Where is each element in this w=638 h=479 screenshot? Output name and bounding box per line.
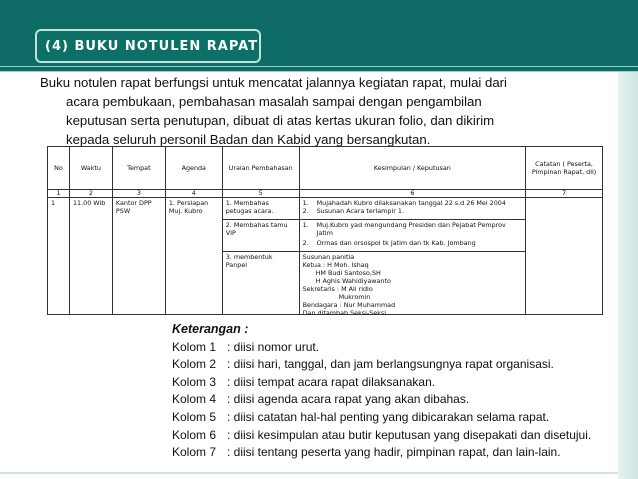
column-number-row <box>48 190 603 198</box>
panitia-line: Ketua : H Moh. Ishaq <box>302 261 369 269</box>
kolom-label: Kolom 2 <box>172 357 217 372</box>
kesimpulan-item <box>303 207 522 215</box>
intro-line: kepada seluruh personil Badan dan Kabid yang bersangkutan. <box>66 132 431 147</box>
table-header-row <box>48 147 603 190</box>
column-number: 5 <box>222 190 299 198</box>
item-text: Susunan Acara terlampir 1. <box>316 207 404 215</box>
keterangan-section <box>172 321 591 462</box>
kesimpulan-item <box>303 221 522 237</box>
intro-paragraph <box>40 73 580 149</box>
cell-kesimpulan <box>299 252 525 315</box>
notulen-table <box>47 146 603 315</box>
intro-line: keputusan serta penutupan, dibuat di atas kertas ukuran folio, dan dikirim <box>66 113 495 128</box>
keterangan-item <box>172 409 591 427</box>
kolom-label: Kolom 4 <box>172 392 217 407</box>
header-cell-no: No <box>48 147 70 190</box>
header-rule <box>0 66 638 72</box>
kolom-label: Kolom 1 <box>172 339 217 354</box>
item-number: 1. <box>302 221 309 229</box>
kolom-desc: : diisi tentang peserta yang hadir, pimpinan rapat, dan lain-lain. <box>227 445 561 460</box>
item-number: 1. <box>302 199 309 207</box>
column-number: 6 <box>299 190 525 198</box>
keterangan-item <box>172 374 591 392</box>
intro-line: acara pembukaan, pembahasan masalah sampai dengan pengambilan <box>66 94 482 109</box>
cell-uraian: 3. membentuk Panpel <box>222 252 299 315</box>
table-row <box>48 198 603 220</box>
keterangan-heading: Keterangan : <box>172 322 249 336</box>
cell-agenda: 1. Persiapan Muj. Kubro <box>165 198 222 315</box>
header-cell-uraian: Uraian Pembahasan <box>222 147 299 190</box>
cell-waktu: 11.00 Wib <box>69 198 112 315</box>
item-number: 2. <box>302 239 309 247</box>
item-text: Mujahadah Kubro dilaksanakan tanggal 22 s.d 26 Mei 2004 <box>316 199 506 207</box>
cell-uraian: 2. Membahas tamu VIP <box>222 220 299 252</box>
slide-title: (4) BUKU NOTULEN RAPAT <box>35 29 261 63</box>
cell-catatan <box>526 198 603 315</box>
kolom-desc: : diisi nomor urut. <box>227 339 320 354</box>
header-cell-waktu: Waktu <box>69 147 112 190</box>
column-number: 7 <box>526 190 603 198</box>
column-number: 1 <box>48 190 70 198</box>
kolom-label: Kolom 3 <box>172 374 217 389</box>
kesimpulan-item <box>303 239 522 247</box>
kolom-desc: : diisi hari, tanggal, dan jam berlangsungnya rapat organisasi. <box>227 357 554 372</box>
panitia-line: Sekretaris : M Ali ridlo <box>302 285 373 293</box>
panitia-line: Dan ditambah Seksi-Seksi <box>302 309 386 314</box>
kolom-label: Kolom 5 <box>172 409 217 424</box>
cell-tempat: Kantor DPP PSW <box>112 198 165 315</box>
item-number: 2. <box>302 207 309 215</box>
header-cell-tempat: Tempat <box>112 147 165 190</box>
intro-line: Buku notulen rapat berfungsi untuk mencatat jalannya kegiatan rapat, mulai dari <box>40 75 507 90</box>
cell-no: 1 <box>48 198 70 315</box>
keterangan-item <box>172 444 591 462</box>
cell-kesimpulan <box>299 220 525 252</box>
cell-uraian: 1. Membahas petugas acara. <box>222 198 299 220</box>
kolom-desc: : diisi catatan hal-hal penting yang dibicarakan selama rapat. <box>227 409 550 424</box>
column-number: 4 <box>165 190 222 198</box>
kesimpulan-item <box>303 199 522 207</box>
kolom-label: Kolom 6 <box>172 427 217 442</box>
cell-kesimpulan <box>299 198 525 220</box>
header-cell-agenda: Agenda <box>165 147 222 190</box>
side-shade <box>618 72 638 479</box>
item-text: Muj.Kubro yad mengundang Presiden dan Pejabat Pemprov Jatim <box>316 221 506 237</box>
panitia-line: HM Budi Santoso,SH <box>315 269 381 277</box>
kolom-label: Kolom 7 <box>172 445 217 460</box>
panitia-line: Bendagara : Nur Muhammad <box>302 301 396 309</box>
keterangan-item <box>172 427 591 445</box>
panitia-line: H Aghis Wahidiyawanto <box>315 277 391 285</box>
kolom-desc: : diisi kesimpulan atau butir keputusan yang disepakati dan disetujui. <box>227 427 592 442</box>
header-cell-catatan: Catatan ( Peserta, Pimpinan Rapat, dll) <box>526 147 603 190</box>
column-number: 3 <box>112 190 165 198</box>
keterangan-item <box>172 391 591 409</box>
kolom-desc: : diisi tempat acara rapat dilaksanakan. <box>227 374 436 389</box>
kolom-desc: : diisi agenda acara rapat yang akan dibahas. <box>227 392 470 407</box>
footer-rule <box>0 472 618 474</box>
keterangan-item <box>172 356 591 374</box>
panitia-line: Susunan panitia <box>302 253 355 261</box>
item-text: Ormas dan orsospol tk Jatim dan tk Kab. Jombang <box>316 239 476 247</box>
panitia-line: Mukromin <box>338 293 371 301</box>
column-number: 2 <box>69 190 112 198</box>
header-cell-kesimpulan: Kesimpulan / Keputusan <box>299 147 525 190</box>
keterangan-item <box>172 339 591 357</box>
